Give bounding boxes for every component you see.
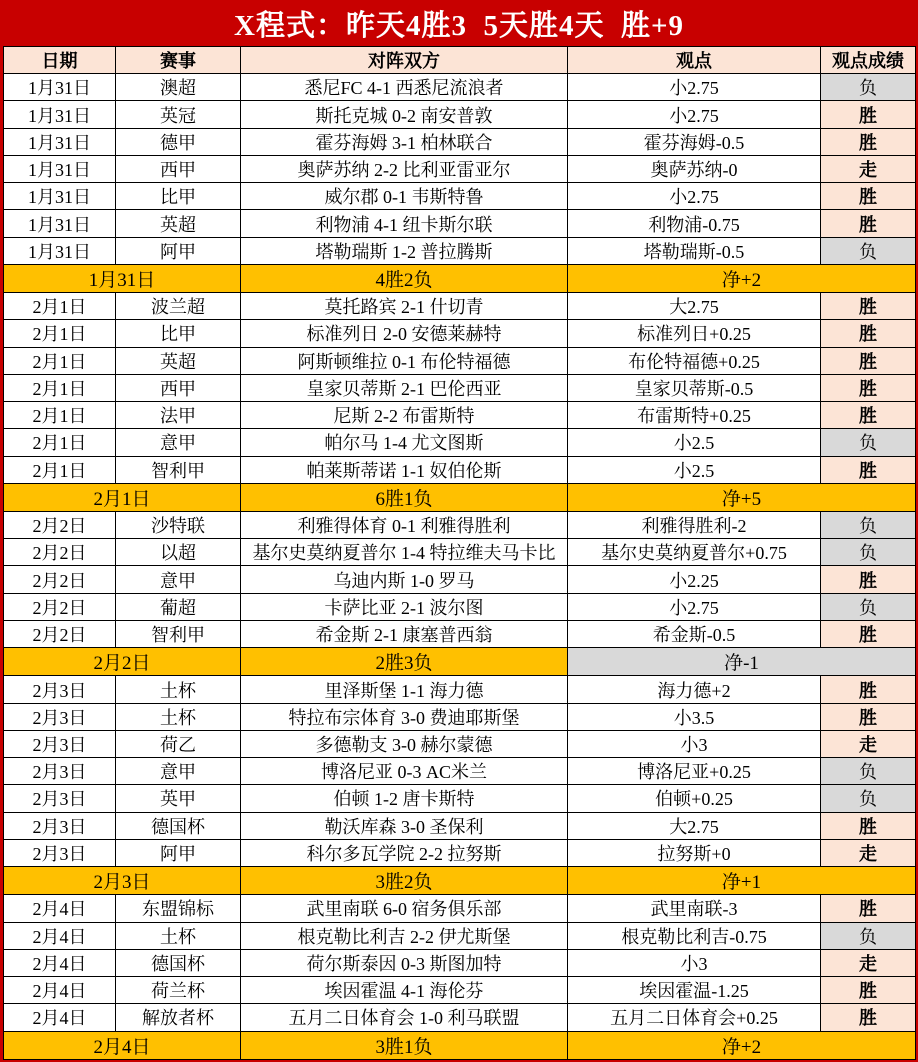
column-header-match: 对阵双方 — [241, 47, 568, 74]
date-cell: 2月4日 — [4, 977, 116, 1004]
view-cell: 布雷斯特+0.25 — [568, 402, 821, 429]
summary-record-cell: 2胜3负 — [241, 648, 568, 676]
view-cell: 小2.5 — [568, 456, 821, 483]
league-cell: 荷乙 — [116, 730, 241, 757]
date-cell: 2月3日 — [4, 758, 116, 785]
league-cell: 阿甲 — [116, 839, 241, 866]
result-cell: 胜 — [821, 566, 916, 593]
league-cell: 英超 — [116, 347, 241, 374]
league-cell: 土杯 — [116, 703, 241, 730]
result-cell: 胜 — [821, 703, 916, 730]
match-cell: 霍芬海姆 3-1 柏林联合 — [241, 128, 568, 155]
summary-row — [4, 648, 916, 676]
match-row — [4, 620, 916, 647]
match-cell: 荷尔斯泰因 0-3 斯图加特 — [241, 949, 568, 976]
match-row — [4, 101, 916, 128]
date-cell: 1月31日 — [4, 183, 116, 210]
match-cell: 奥萨苏纳 2-2 比利亚雷亚尔 — [241, 155, 568, 182]
date-cell: 2月1日 — [4, 347, 116, 374]
league-cell: 英超 — [116, 210, 241, 237]
match-row — [4, 128, 916, 155]
date-cell: 2月4日 — [4, 1004, 116, 1031]
view-cell: 塔勒瑞斯-0.5 — [568, 237, 821, 264]
league-cell: 土杯 — [116, 922, 241, 949]
date-cell: 2月2日 — [4, 593, 116, 620]
result-cell: 胜 — [821, 402, 916, 429]
result-cell: 走 — [821, 730, 916, 757]
league-cell: 意甲 — [116, 429, 241, 456]
match-row — [4, 1004, 916, 1031]
column-header-league: 赛事 — [116, 47, 241, 74]
match-row — [4, 922, 916, 949]
view-cell: 海力德+2 — [568, 676, 821, 703]
league-cell: 德国杯 — [116, 949, 241, 976]
result-cell: 负 — [821, 512, 916, 539]
date-cell: 1月31日 — [4, 155, 116, 182]
summary-date-cell: 2月3日 — [4, 867, 241, 895]
result-cell: 胜 — [821, 101, 916, 128]
result-cell: 负 — [821, 74, 916, 101]
match-row — [4, 74, 916, 101]
date-cell: 2月1日 — [4, 374, 116, 401]
summary-net-cell: 净+2 — [568, 264, 916, 292]
match-row — [4, 730, 916, 757]
match-cell: 威尔郡 0-1 韦斯特鲁 — [241, 183, 568, 210]
view-cell: 拉努斯+0 — [568, 839, 821, 866]
date-cell: 1月31日 — [4, 74, 116, 101]
league-cell: 智利甲 — [116, 456, 241, 483]
match-cell: 勒沃库森 3-0 圣保利 — [241, 812, 568, 839]
result-cell: 胜 — [821, 676, 916, 703]
match-row — [4, 785, 916, 812]
column-header-result: 观点成绩 — [821, 47, 916, 74]
match-row — [4, 539, 916, 566]
match-cell: 基尔史莫纳夏普尔 1-4 特拉维夫马卡比 — [241, 539, 568, 566]
summary-date-cell: 2月1日 — [4, 483, 241, 511]
match-cell: 科尔多瓦学院 2-2 拉努斯 — [241, 839, 568, 866]
result-cell: 胜 — [821, 895, 916, 922]
league-cell: 意甲 — [116, 758, 241, 785]
league-cell: 西甲 — [116, 155, 241, 182]
view-cell: 利雅得胜利-2 — [568, 512, 821, 539]
summary-row — [4, 264, 916, 292]
view-cell: 伯顿+0.25 — [568, 785, 821, 812]
match-cell: 伯顿 1-2 唐卡斯特 — [241, 785, 568, 812]
league-cell: 英冠 — [116, 101, 241, 128]
date-cell: 2月1日 — [4, 456, 116, 483]
view-cell: 小2.75 — [568, 183, 821, 210]
result-cell: 胜 — [821, 456, 916, 483]
date-cell: 1月31日 — [4, 210, 116, 237]
league-cell: 波兰超 — [116, 293, 241, 320]
date-cell: 2月1日 — [4, 293, 116, 320]
view-cell: 根克勒比利吉-0.75 — [568, 922, 821, 949]
league-cell: 解放者杯 — [116, 1004, 241, 1031]
match-cell: 希金斯 2-1 康塞普西翁 — [241, 620, 568, 647]
league-cell: 英甲 — [116, 785, 241, 812]
league-cell: 澳超 — [116, 74, 241, 101]
match-cell: 卡萨比亚 2-1 波尔图 — [241, 593, 568, 620]
view-cell: 希金斯-0.5 — [568, 620, 821, 647]
result-cell: 胜 — [821, 128, 916, 155]
result-cell: 负 — [821, 758, 916, 785]
result-cell: 走 — [821, 155, 916, 182]
league-cell: 德国杯 — [116, 812, 241, 839]
view-cell: 小3.5 — [568, 703, 821, 730]
result-cell: 负 — [821, 785, 916, 812]
summary-row — [4, 483, 916, 511]
column-header-date: 日期 — [4, 47, 116, 74]
match-row — [4, 512, 916, 539]
match-row — [4, 429, 916, 456]
date-cell: 2月3日 — [4, 839, 116, 866]
match-cell: 埃因霍温 4-1 海伦芬 — [241, 977, 568, 1004]
match-cell: 塔勒瑞斯 1-2 普拉腾斯 — [241, 237, 568, 264]
result-cell: 走 — [821, 949, 916, 976]
match-cell: 莫托路宾 2-1 什切青 — [241, 293, 568, 320]
league-cell: 意甲 — [116, 566, 241, 593]
match-row — [4, 374, 916, 401]
match-row — [4, 155, 916, 182]
league-cell: 比甲 — [116, 320, 241, 347]
view-cell: 武里南联-3 — [568, 895, 821, 922]
result-cell: 胜 — [821, 293, 916, 320]
result-cell: 胜 — [821, 320, 916, 347]
date-cell: 1月31日 — [4, 128, 116, 155]
date-cell: 2月4日 — [4, 949, 116, 976]
view-cell: 博洛尼亚+0.25 — [568, 758, 821, 785]
summary-date-cell: 2月4日 — [4, 1031, 241, 1060]
date-cell: 2月1日 — [4, 402, 116, 429]
match-row — [4, 183, 916, 210]
summary-record-cell: 4胜2负 — [241, 264, 568, 292]
match-cell: 阿斯顿维拉 0-1 布伦特福德 — [241, 347, 568, 374]
date-cell: 2月2日 — [4, 620, 116, 647]
view-cell: 小2.25 — [568, 566, 821, 593]
view-cell: 小2.75 — [568, 593, 821, 620]
league-cell: 沙特联 — [116, 512, 241, 539]
match-cell: 根克勒比利吉 2-2 伊尤斯堡 — [241, 922, 568, 949]
result-cell: 胜 — [821, 620, 916, 647]
match-row — [4, 977, 916, 1004]
match-row — [4, 456, 916, 483]
result-cell: 走 — [821, 839, 916, 866]
match-cell: 帕莱斯蒂诺 1-1 奴伯伦斯 — [241, 456, 568, 483]
match-cell: 武里南联 6-0 宿务俱乐部 — [241, 895, 568, 922]
view-cell: 基尔史莫纳夏普尔+0.75 — [568, 539, 821, 566]
match-cell: 利雅得体育 0-1 利雅得胜利 — [241, 512, 568, 539]
league-cell: 德甲 — [116, 128, 241, 155]
result-cell: 胜 — [821, 183, 916, 210]
match-row — [4, 676, 916, 703]
view-cell: 标准列日+0.25 — [568, 320, 821, 347]
result-cell: 胜 — [821, 812, 916, 839]
result-cell: 负 — [821, 429, 916, 456]
summary-net-cell: 净+5 — [568, 483, 916, 511]
summary-record-cell: 3胜1负 — [241, 1031, 568, 1060]
league-cell: 西甲 — [116, 374, 241, 401]
match-row — [4, 949, 916, 976]
view-cell: 小2.75 — [568, 101, 821, 128]
match-row — [4, 703, 916, 730]
league-cell: 葡超 — [116, 593, 241, 620]
view-cell: 皇家贝蒂斯-0.5 — [568, 374, 821, 401]
league-cell: 比甲 — [116, 183, 241, 210]
date-cell: 2月1日 — [4, 320, 116, 347]
view-cell: 利物浦-0.75 — [568, 210, 821, 237]
date-cell: 2月3日 — [4, 730, 116, 757]
match-row — [4, 402, 916, 429]
league-cell: 以超 — [116, 539, 241, 566]
result-cell: 胜 — [821, 210, 916, 237]
match-row — [4, 839, 916, 866]
summary-date-cell: 2月2日 — [4, 648, 241, 676]
match-row — [4, 593, 916, 620]
view-cell: 大2.75 — [568, 812, 821, 839]
date-cell: 2月3日 — [4, 703, 116, 730]
match-row — [4, 210, 916, 237]
match-cell: 尼斯 2-2 布雷斯特 — [241, 402, 568, 429]
header-row — [4, 47, 916, 74]
league-cell: 法甲 — [116, 402, 241, 429]
view-cell: 奥萨苏纳-0 — [568, 155, 821, 182]
match-cell: 多德勒支 3-0 赫尔蒙德 — [241, 730, 568, 757]
league-cell: 阿甲 — [116, 237, 241, 264]
match-cell: 利物浦 4-1 纽卡斯尔联 — [241, 210, 568, 237]
date-cell: 2月4日 — [4, 895, 116, 922]
result-cell: 胜 — [821, 347, 916, 374]
match-cell: 皇家贝蒂斯 2-1 巴伦西亚 — [241, 374, 568, 401]
date-cell: 2月3日 — [4, 676, 116, 703]
match-row — [4, 895, 916, 922]
match-row — [4, 812, 916, 839]
result-cell: 负 — [821, 593, 916, 620]
summary-net-cell: 净-1 — [568, 648, 916, 676]
date-cell: 2月1日 — [4, 429, 116, 456]
date-cell: 2月3日 — [4, 812, 116, 839]
view-cell: 大2.75 — [568, 293, 821, 320]
match-row — [4, 758, 916, 785]
view-cell: 布伦特福德+0.25 — [568, 347, 821, 374]
match-row — [4, 347, 916, 374]
match-cell: 标准列日 2-0 安德莱赫特 — [241, 320, 568, 347]
summary-net-cell: 净+2 — [568, 1031, 916, 1060]
result-cell: 胜 — [821, 1004, 916, 1031]
view-cell: 小2.75 — [568, 74, 821, 101]
result-cell: 负 — [821, 922, 916, 949]
summary-net-cell: 净+1 — [568, 867, 916, 895]
match-row — [4, 237, 916, 264]
view-cell: 霍芬海姆-0.5 — [568, 128, 821, 155]
result-cell: 胜 — [821, 374, 916, 401]
league-cell: 荷兰杯 — [116, 977, 241, 1004]
league-cell: 智利甲 — [116, 620, 241, 647]
date-cell: 1月31日 — [4, 101, 116, 128]
table-body — [4, 47, 916, 1060]
summary-date-cell: 1月31日 — [4, 264, 241, 292]
match-row — [4, 320, 916, 347]
date-cell: 2月4日 — [4, 922, 116, 949]
league-cell: 土杯 — [116, 676, 241, 703]
match-cell: 五月二日体育会 1-0 利马联盟 — [241, 1004, 568, 1031]
date-cell: 2月2日 — [4, 566, 116, 593]
view-cell: 埃因霍温-1.25 — [568, 977, 821, 1004]
summary-record-cell: 3胜2负 — [241, 867, 568, 895]
match-cell: 特拉布宗体育 3-0 费迪耶斯堡 — [241, 703, 568, 730]
date-cell: 2月2日 — [4, 539, 116, 566]
match-row — [4, 293, 916, 320]
match-cell: 里泽斯堡 1-1 海力德 — [241, 676, 568, 703]
match-cell: 博洛尼亚 0-3 AC米兰 — [241, 758, 568, 785]
date-cell: 2月2日 — [4, 512, 116, 539]
view-cell: 五月二日体育会+0.25 — [568, 1004, 821, 1031]
league-cell: 东盟锦标 — [116, 895, 241, 922]
match-cell: 乌迪内斯 1-0 罗马 — [241, 566, 568, 593]
column-header-view: 观点 — [568, 47, 821, 74]
summary-row — [4, 867, 916, 895]
date-cell: 2月3日 — [4, 785, 116, 812]
result-cell: 胜 — [821, 977, 916, 1004]
result-cell: 负 — [821, 237, 916, 264]
match-row — [4, 566, 916, 593]
view-cell: 小3 — [568, 730, 821, 757]
summary-row — [4, 1031, 916, 1060]
match-cell: 帕尔马 1-4 尤文图斯 — [241, 429, 568, 456]
summary-record-cell: 6胜1负 — [241, 483, 568, 511]
record-table — [3, 46, 916, 1060]
match-cell: 悉尼FC 4-1 西悉尼流浪者 — [241, 74, 568, 101]
result-cell: 负 — [821, 539, 916, 566]
view-cell: 小2.5 — [568, 429, 821, 456]
view-cell: 小3 — [568, 949, 821, 976]
match-cell: 斯托克城 0-2 南安普敦 — [241, 101, 568, 128]
page-title: X程式：昨天4胜3 5天胜4天 胜+9 — [234, 9, 684, 42]
date-cell: 1月31日 — [4, 237, 116, 264]
